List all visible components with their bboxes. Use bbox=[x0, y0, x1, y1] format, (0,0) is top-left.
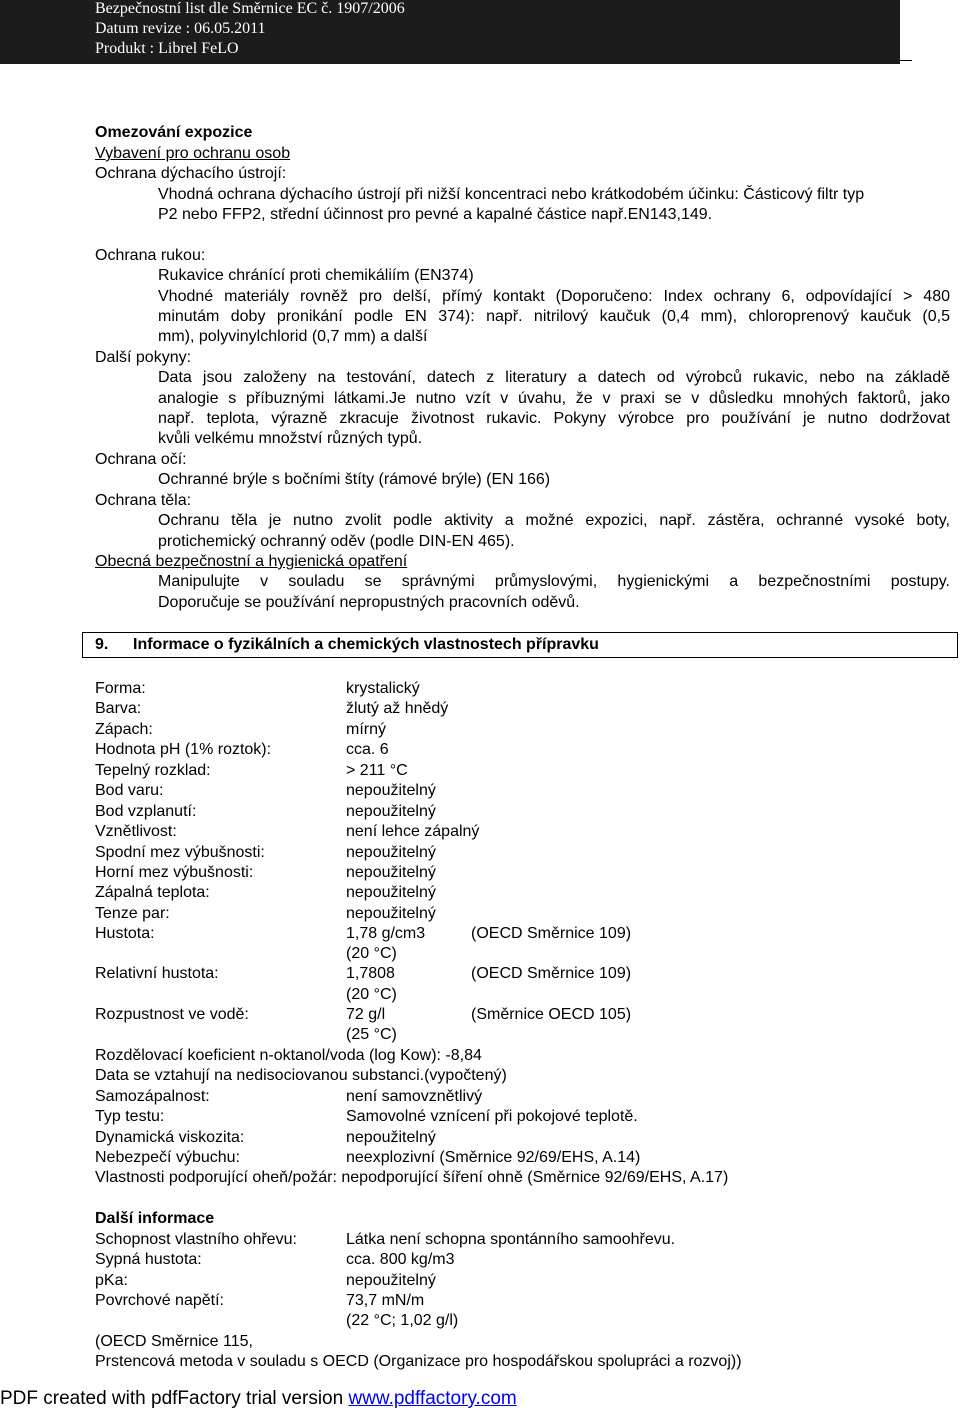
respiratory-text-1: Vhodná ochrana dýchacího ústrojí při nižší koncentraci nebo krátkodobém účinku: Částicový filtr typ bbox=[158, 186, 865, 203]
property-label: Vznětlivost: bbox=[95, 823, 177, 840]
other-info-label: Sypná hustota: bbox=[95, 1251, 202, 1268]
property-label: Barva: bbox=[95, 700, 142, 717]
solubility-temp: (25 °C) bbox=[346, 1026, 397, 1043]
exposure-heading: Omezování expozice bbox=[95, 124, 253, 141]
property-label: Nebezpečí výbuchu: bbox=[95, 1149, 240, 1166]
property-label: Zápalná teplota: bbox=[95, 884, 210, 901]
density-method: (OECD Směrnice 109) bbox=[471, 925, 632, 942]
body-line-2: protichemický ochranný oděv (podle DIN-EN 465). bbox=[158, 533, 515, 550]
hands-label: Ochrana rukou: bbox=[95, 247, 206, 264]
property-value: nepoužitelný bbox=[346, 1129, 436, 1146]
property-value: nepoužitelný bbox=[346, 884, 436, 901]
ppe-heading: Vybavení pro ochranu osob bbox=[95, 145, 291, 162]
pdf-footer bbox=[0, 1388, 517, 1410]
other-info-heading: Další informace bbox=[95, 1210, 215, 1227]
further-line-4: kvůli velkému množství různých typů. bbox=[158, 430, 423, 447]
footer-text: PDF created with pdfFactory trial version bbox=[0, 1388, 349, 1409]
property-label: Tepelný rozklad: bbox=[95, 762, 211, 779]
property-value: nepoužitelný bbox=[346, 844, 436, 861]
relative-density-temp: (20 °C) bbox=[346, 986, 397, 1003]
property-label: Samozápalnost: bbox=[95, 1088, 210, 1105]
solubility-value: 72 g/l bbox=[346, 1006, 386, 1023]
other-info-value: nepoužitelný bbox=[346, 1272, 436, 1289]
property-label: Typ testu: bbox=[95, 1108, 165, 1125]
other-info-label: Schopnost vlastního ohřevu: bbox=[95, 1231, 297, 1248]
property-value: nepoužitelný bbox=[346, 864, 436, 881]
section-9-title: Informace o fyzikálních a chemických vlastnostech přípravku bbox=[133, 636, 599, 653]
oxidizing-properties: Vlastnosti podporující oheň/požár: nepodporující šíření ohně (Směrnice 92/69/EHS, A.17) bbox=[95, 1169, 729, 1186]
property-value: Samovolné vznícení při pokojové teplotě. bbox=[346, 1108, 638, 1125]
header-revision-date: Datum revize : 06.05.2011 bbox=[95, 20, 266, 37]
density-label: Hustota: bbox=[95, 925, 155, 942]
property-label: Dynamická viskozita: bbox=[95, 1129, 245, 1146]
hygiene-line-1: Manipulujte v souladu se správnými průmyslovými, hygienickými a bezpečnostními postupy. bbox=[158, 573, 950, 590]
respiratory-text-2: P2 nebo FFP2, střední účinnost pro pevné a kapalné částice např.EN143,149. bbox=[158, 206, 713, 223]
property-value: není samovznětlivý bbox=[346, 1088, 483, 1105]
further-label: Další pokyny: bbox=[95, 349, 192, 366]
section-9-number: 9. bbox=[95, 636, 109, 653]
property-label: Zápach: bbox=[95, 721, 153, 738]
body-label: Ochrana těla: bbox=[95, 492, 192, 509]
property-label: Bod vzplanutí: bbox=[95, 803, 197, 820]
hands-line-4: mm), polyvinylchlorid (0,7 mm) a další bbox=[158, 328, 428, 345]
property-label: Spodní mez výbušnosti: bbox=[95, 844, 265, 861]
other-info-value: 73,7 mN/m bbox=[346, 1292, 425, 1309]
partition-note: Data se vztahují na nedisociovanou substanci.(vypočtený) bbox=[95, 1067, 507, 1084]
property-value: cca. 6 bbox=[346, 741, 389, 758]
eyes-label: Ochrana očí: bbox=[95, 451, 187, 468]
property-value: není lehce zápalný bbox=[346, 823, 480, 840]
property-value: > 211 °C bbox=[346, 762, 408, 779]
other-info-label: pKa: bbox=[95, 1272, 128, 1289]
solubility-method: (Směrnice OECD 105) bbox=[471, 1006, 632, 1023]
header-product: Produkt : Librel FeLO bbox=[95, 40, 239, 57]
solubility-label: Rozpustnost ve vodě: bbox=[95, 1006, 249, 1023]
property-value: neexplozivní (Směrnice 92/69/EHS, A.14) bbox=[346, 1149, 641, 1166]
hands-line-3: minutám doby pronikání podle EN 374): např. nitrilový kaučuk (0,4 mm), chloroprenový kaučuk (0,5 bbox=[158, 308, 950, 325]
further-line-3: např. teplota, výrazně zkracuje životnost rukavic. Pokyny výrobce pro používání je nutno dodržovat bbox=[158, 410, 950, 427]
relative-density-method: (OECD Směrnice 109) bbox=[471, 965, 632, 982]
header-title: Bezpečnostní list dle Směrnice EC č. 1907/2006 bbox=[95, 0, 405, 17]
property-label: Bod varu: bbox=[95, 782, 164, 799]
other-info-label: Povrchové napětí: bbox=[95, 1292, 224, 1309]
hygiene-heading: Obecná bezpečnostní a hygienická opatření bbox=[95, 553, 408, 570]
other-info-value: cca. 800 kg/m3 bbox=[346, 1251, 455, 1268]
property-label: Tenze par: bbox=[95, 905, 170, 922]
hands-line-1: Rukavice chránící proti chemikáliím (EN374) bbox=[158, 267, 474, 284]
eyes-text: Ochranné brýle s bočními štíty (rámové brýle) (EN 166) bbox=[158, 471, 551, 488]
partition-coefficient: Rozdělovací koeficient n-oktanol/voda (log Kow): -8,84 bbox=[95, 1047, 482, 1064]
property-value: nepoužitelný bbox=[346, 803, 436, 820]
property-value: nepoužitelný bbox=[346, 782, 436, 799]
density-value: 1,78 g/cm3 bbox=[346, 925, 426, 942]
further-line-2: analogie s příbuznými látkami.Je nutno vzít v úvahu, že v praxi se v důsledku mnohých faktorů, jako bbox=[158, 390, 950, 407]
oecd-note-2: Prstencová metoda v souladu s OECD (Organizace pro hospodářskou spolupráci a rozvoj)) bbox=[95, 1353, 742, 1370]
property-value: nepoužitelný bbox=[346, 905, 436, 922]
property-value: krystalický bbox=[346, 680, 420, 697]
header-rule bbox=[900, 60, 912, 61]
relative-density-value: 1,7808 bbox=[346, 965, 395, 982]
further-line-1: Data jsou založeny na testování, datech z literatury a datech od výrobců rukavic, nebo na základě bbox=[158, 369, 950, 386]
footer-link[interactable]: www.pdffactory.com bbox=[348, 1388, 517, 1409]
respiratory-label: Ochrana dýchacího ústrojí: bbox=[95, 165, 287, 182]
hygiene-line-2: Doporučuje se používání nepropustných pracovních oděvů. bbox=[158, 594, 580, 611]
density-temp: (20 °C) bbox=[346, 945, 397, 962]
body-line-1: Ochranu těla je nutno zvolit podle aktivity a možné expozici, např. zástěra, ochranné vysoké boty, bbox=[158, 512, 950, 529]
property-label: Horní mez výbušnosti: bbox=[95, 864, 254, 881]
surface-tension-condition: (22 °C; 1,02 g/l) bbox=[346, 1312, 459, 1329]
document-header bbox=[0, 0, 900, 64]
property-label: Forma: bbox=[95, 680, 146, 697]
hands-line-2: Vhodné materiály rovněž pro delší, přímý kontakt (Doporučeno: Index ochrany 6, odpovídající > 480 bbox=[158, 288, 950, 305]
relative-density-label: Relativní hustota: bbox=[95, 965, 219, 982]
property-value: žlutý až hnědý bbox=[346, 700, 449, 717]
other-info-value: Látka není schopna spontánního samoohřevu. bbox=[346, 1231, 676, 1248]
property-label: Hodnota pH (1% roztok): bbox=[95, 741, 272, 758]
oecd-note-1: (OECD Směrnice 115, bbox=[95, 1333, 253, 1350]
property-value: mírný bbox=[346, 721, 386, 738]
